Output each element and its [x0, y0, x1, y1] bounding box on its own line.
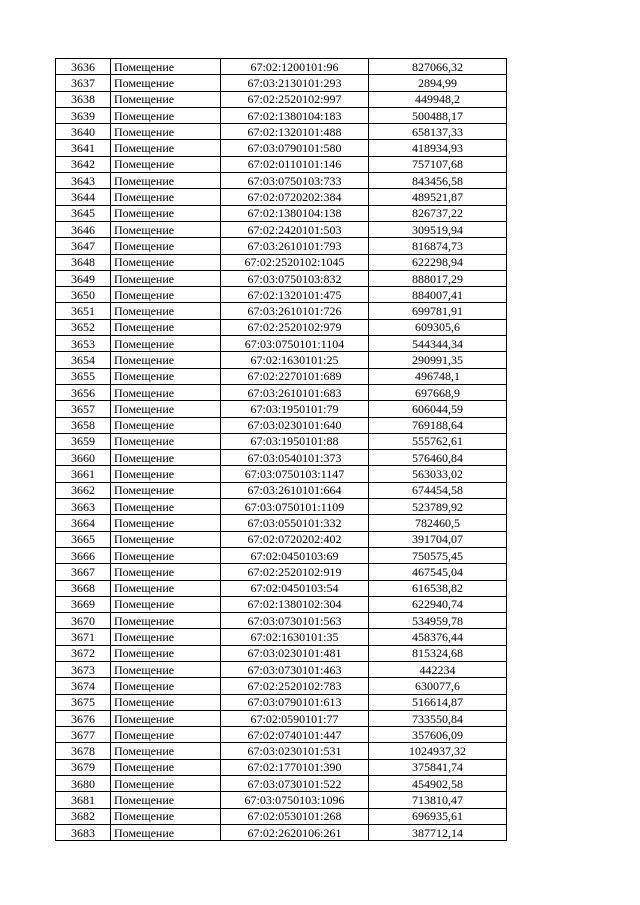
row-number-cell: 3676	[56, 710, 111, 726]
table-row	[56, 91, 507, 107]
row-number-cell: 3675	[56, 694, 111, 710]
object-type-cell: Помещение	[111, 824, 221, 840]
value-cell: 696935,61	[369, 808, 507, 824]
object-type-cell: Помещение	[111, 59, 221, 75]
document-page	[55, 58, 507, 841]
cadastral-number-cell: 67:02:1630101:35	[221, 629, 369, 645]
cadastral-number-cell: 67:02:1630101:25	[221, 352, 369, 368]
value-cell: 782460,5	[369, 515, 507, 531]
object-type-cell: Помещение	[111, 75, 221, 91]
row-number-cell: 3637	[56, 75, 111, 91]
table-row	[56, 596, 507, 612]
value-cell: 516614,87	[369, 694, 507, 710]
cadastral-number-cell: 67:02:1380104:183	[221, 107, 369, 123]
table-row	[56, 743, 507, 759]
value-cell: 500488,17	[369, 107, 507, 123]
table-row	[56, 238, 507, 254]
cadastral-number-cell: 67:02:2420101:503	[221, 221, 369, 237]
value-cell: 699781,91	[369, 303, 507, 319]
table-row	[56, 661, 507, 677]
object-type-cell: Помещение	[111, 156, 221, 172]
value-cell: 826737,22	[369, 205, 507, 221]
table-row	[56, 613, 507, 629]
table-row	[56, 564, 507, 580]
table-row	[56, 515, 507, 531]
table-row	[56, 547, 507, 563]
row-number-cell: 3670	[56, 613, 111, 629]
cadastral-number-cell: 67:03:0550101:332	[221, 515, 369, 531]
table-row	[56, 124, 507, 140]
row-number-cell: 3656	[56, 384, 111, 400]
cadastral-number-cell: 67:03:0790101:613	[221, 694, 369, 710]
row-number-cell: 3673	[56, 661, 111, 677]
cadastral-number-cell: 67:03:0750103:733	[221, 173, 369, 189]
object-type-cell: Помещение	[111, 433, 221, 449]
value-cell: 609305,6	[369, 319, 507, 335]
table-row	[56, 205, 507, 221]
cadastral-number-cell: 67:03:0730101:463	[221, 661, 369, 677]
cadastral-number-cell: 67:02:0530101:268	[221, 808, 369, 824]
value-cell: 449948,2	[369, 91, 507, 107]
table-row	[56, 140, 507, 156]
table-row	[56, 580, 507, 596]
object-type-cell: Помещение	[111, 759, 221, 775]
cadastral-number-cell: 67:03:1950101:79	[221, 401, 369, 417]
object-type-cell: Помещение	[111, 466, 221, 482]
cadastral-number-cell: 67:03:2610101:726	[221, 303, 369, 319]
cadastral-number-cell: 67:03:0750103:1096	[221, 792, 369, 808]
table-row	[56, 499, 507, 515]
value-cell: 757107,68	[369, 156, 507, 172]
value-cell: 467545,04	[369, 564, 507, 580]
value-cell: 290991,35	[369, 352, 507, 368]
row-number-cell: 3659	[56, 433, 111, 449]
cadastral-number-cell: 67:02:2270101:689	[221, 368, 369, 384]
row-number-cell: 3645	[56, 205, 111, 221]
row-number-cell: 3660	[56, 450, 111, 466]
object-type-cell: Помещение	[111, 254, 221, 270]
object-type-cell: Помещение	[111, 515, 221, 531]
value-cell: 827066,32	[369, 59, 507, 75]
row-number-cell: 3663	[56, 499, 111, 515]
value-cell: 418934,93	[369, 140, 507, 156]
value-cell: 442234	[369, 661, 507, 677]
table-row	[56, 824, 507, 840]
cadastral-number-cell: 67:03:0230101:640	[221, 417, 369, 433]
object-type-cell: Помещение	[111, 401, 221, 417]
row-number-cell: 3674	[56, 678, 111, 694]
table-row	[56, 629, 507, 645]
object-type-cell: Помещение	[111, 352, 221, 368]
row-number-cell: 3641	[56, 140, 111, 156]
cadastral-number-cell: 67:02:2520102:919	[221, 564, 369, 580]
table-row	[56, 808, 507, 824]
row-number-cell: 3649	[56, 270, 111, 286]
row-number-cell: 3655	[56, 368, 111, 384]
table-row	[56, 221, 507, 237]
cadastral-number-cell: 67:03:0730101:563	[221, 613, 369, 629]
value-cell: 576460,84	[369, 450, 507, 466]
object-type-cell: Помещение	[111, 776, 221, 792]
object-type-cell: Помещение	[111, 140, 221, 156]
cadastral-number-cell: 67:02:0720202:402	[221, 531, 369, 547]
cadastral-number-cell: 67:03:0540101:373	[221, 450, 369, 466]
table-row	[56, 254, 507, 270]
table-row	[56, 710, 507, 726]
value-cell: 697668,9	[369, 384, 507, 400]
row-number-cell: 3640	[56, 124, 111, 140]
cadastral-number-cell: 67:02:2520102:783	[221, 678, 369, 694]
object-type-cell: Помещение	[111, 205, 221, 221]
row-number-cell: 3668	[56, 580, 111, 596]
cadastral-number-cell: 67:02:0740101:447	[221, 727, 369, 743]
table-row	[56, 417, 507, 433]
object-type-cell: Помещение	[111, 221, 221, 237]
value-cell: 674454,58	[369, 482, 507, 498]
object-type-cell: Помещение	[111, 629, 221, 645]
object-type-cell: Помещение	[111, 91, 221, 107]
object-type-cell: Помещение	[111, 531, 221, 547]
row-number-cell: 3682	[56, 808, 111, 824]
object-type-cell: Помещение	[111, 547, 221, 563]
value-cell: 563033,02	[369, 466, 507, 482]
table-row	[56, 189, 507, 205]
value-cell: 630077,6	[369, 678, 507, 694]
table-row	[56, 368, 507, 384]
value-cell: 815324,68	[369, 645, 507, 661]
row-number-cell: 3654	[56, 352, 111, 368]
cadastral-number-cell: 67:03:1950101:88	[221, 433, 369, 449]
value-cell: 884007,41	[369, 287, 507, 303]
object-type-cell: Помещение	[111, 482, 221, 498]
row-number-cell: 3647	[56, 238, 111, 254]
object-type-cell: Помещение	[111, 613, 221, 629]
cadastral-number-cell: 67:02:0720202:384	[221, 189, 369, 205]
cadastral-number-cell: 67:02:1770101:390	[221, 759, 369, 775]
object-type-cell: Помещение	[111, 450, 221, 466]
table-row	[56, 645, 507, 661]
cadastral-number-cell: 67:03:2130101:293	[221, 75, 369, 91]
row-number-cell: 3636	[56, 59, 111, 75]
row-number-cell: 3650	[56, 287, 111, 303]
value-cell: 733550,84	[369, 710, 507, 726]
value-cell: 713810,47	[369, 792, 507, 808]
table-row	[56, 352, 507, 368]
value-cell: 658137,33	[369, 124, 507, 140]
row-number-cell: 3657	[56, 401, 111, 417]
cadastral-number-cell: 67:02:1200101:96	[221, 59, 369, 75]
row-number-cell: 3681	[56, 792, 111, 808]
object-type-cell: Помещение	[111, 384, 221, 400]
table-row	[56, 75, 507, 91]
row-number-cell: 3662	[56, 482, 111, 498]
row-number-cell: 3648	[56, 254, 111, 270]
object-type-cell: Помещение	[111, 336, 221, 352]
row-number-cell: 3683	[56, 824, 111, 840]
row-number-cell: 3646	[56, 221, 111, 237]
table-row	[56, 776, 507, 792]
row-number-cell: 3658	[56, 417, 111, 433]
value-cell: 391704,07	[369, 531, 507, 547]
object-type-cell: Помещение	[111, 792, 221, 808]
cadastral-number-cell: 67:02:1320101:475	[221, 287, 369, 303]
object-type-cell: Помещение	[111, 710, 221, 726]
object-type-cell: Помещение	[111, 499, 221, 515]
row-number-cell: 3664	[56, 515, 111, 531]
value-cell: 387712,14	[369, 824, 507, 840]
table-row	[56, 156, 507, 172]
row-number-cell: 3642	[56, 156, 111, 172]
table-row	[56, 336, 507, 352]
table-row	[56, 678, 507, 694]
row-number-cell: 3679	[56, 759, 111, 775]
row-number-cell: 3666	[56, 547, 111, 563]
value-cell: 843456,58	[369, 173, 507, 189]
table-body	[56, 59, 507, 841]
row-number-cell: 3677	[56, 727, 111, 743]
cadastral-number-cell: 67:02:1380104:138	[221, 205, 369, 221]
table-row	[56, 759, 507, 775]
object-type-cell: Помещение	[111, 124, 221, 140]
value-cell: 622940,74	[369, 596, 507, 612]
value-cell: 496748,1	[369, 368, 507, 384]
value-cell: 750575,45	[369, 547, 507, 563]
object-type-cell: Помещение	[111, 417, 221, 433]
value-cell: 458376,44	[369, 629, 507, 645]
cadastral-number-cell: 67:03:0750103:1147	[221, 466, 369, 482]
row-number-cell: 3667	[56, 564, 111, 580]
cadastral-number-cell: 67:02:0110101:146	[221, 156, 369, 172]
table-row	[56, 107, 507, 123]
table-row	[56, 531, 507, 547]
object-type-cell: Помещение	[111, 368, 221, 384]
object-type-cell: Помещение	[111, 173, 221, 189]
cadastral-number-cell: 67:03:2610101:664	[221, 482, 369, 498]
cadastral-number-cell: 67:02:0450103:69	[221, 547, 369, 563]
object-type-cell: Помещение	[111, 189, 221, 205]
cadastral-number-cell: 67:03:0750103:832	[221, 270, 369, 286]
cadastral-number-cell: 67:03:0750101:1104	[221, 336, 369, 352]
object-type-cell: Помещение	[111, 596, 221, 612]
row-number-cell: 3671	[56, 629, 111, 645]
object-type-cell: Помещение	[111, 808, 221, 824]
cadastral-number-cell: 67:03:0750101:1109	[221, 499, 369, 515]
object-type-cell: Помещение	[111, 727, 221, 743]
table-row	[56, 319, 507, 335]
object-type-cell: Помещение	[111, 694, 221, 710]
cadastral-number-cell: 67:02:2520102:997	[221, 91, 369, 107]
value-cell: 375841,74	[369, 759, 507, 775]
value-cell: 523789,92	[369, 499, 507, 515]
value-cell: 888017,29	[369, 270, 507, 286]
row-number-cell: 3639	[56, 107, 111, 123]
table-row	[56, 727, 507, 743]
row-number-cell: 3680	[56, 776, 111, 792]
value-cell: 616538,82	[369, 580, 507, 596]
object-type-cell: Помещение	[111, 564, 221, 580]
value-cell: 534959,78	[369, 613, 507, 629]
cadastral-number-cell: 67:02:0590101:77	[221, 710, 369, 726]
value-cell: 1024937,32	[369, 743, 507, 759]
table-row	[56, 792, 507, 808]
cadastral-number-cell: 67:03:0730101:522	[221, 776, 369, 792]
value-cell: 555762,61	[369, 433, 507, 449]
value-cell: 544344,34	[369, 336, 507, 352]
row-number-cell: 3672	[56, 645, 111, 661]
object-type-cell: Помещение	[111, 107, 221, 123]
table-row	[56, 173, 507, 189]
row-number-cell: 3638	[56, 91, 111, 107]
cadastral-number-cell: 67:02:2520102:1045	[221, 254, 369, 270]
object-type-cell: Помещение	[111, 580, 221, 596]
cadastral-number-cell: 67:03:0790101:580	[221, 140, 369, 156]
object-type-cell: Помещение	[111, 319, 221, 335]
table-row	[56, 450, 507, 466]
row-number-cell: 3653	[56, 336, 111, 352]
object-type-cell: Помещение	[111, 303, 221, 319]
object-type-cell: Помещение	[111, 270, 221, 286]
table-row	[56, 401, 507, 417]
value-cell: 454902,58	[369, 776, 507, 792]
cadastral-number-cell: 67:03:0230101:531	[221, 743, 369, 759]
table-row	[56, 270, 507, 286]
table-row	[56, 287, 507, 303]
table-row	[56, 384, 507, 400]
object-type-cell: Помещение	[111, 287, 221, 303]
value-cell: 622298,94	[369, 254, 507, 270]
table-row	[56, 433, 507, 449]
cadastral-number-cell: 67:02:1380102:304	[221, 596, 369, 612]
row-number-cell: 3652	[56, 319, 111, 335]
table-row	[56, 694, 507, 710]
object-type-cell: Помещение	[111, 743, 221, 759]
cadastral-number-cell: 67:03:2610101:793	[221, 238, 369, 254]
object-type-cell: Помещение	[111, 678, 221, 694]
value-cell: 606044,59	[369, 401, 507, 417]
row-number-cell: 3644	[56, 189, 111, 205]
row-number-cell: 3669	[56, 596, 111, 612]
value-cell: 357606,09	[369, 727, 507, 743]
row-number-cell: 3643	[56, 173, 111, 189]
table-row	[56, 482, 507, 498]
value-cell: 2894,99	[369, 75, 507, 91]
table-row	[56, 466, 507, 482]
table-row	[56, 303, 507, 319]
value-cell: 816874,73	[369, 238, 507, 254]
row-number-cell: 3678	[56, 743, 111, 759]
row-number-cell: 3661	[56, 466, 111, 482]
row-number-cell: 3665	[56, 531, 111, 547]
row-number-cell: 3651	[56, 303, 111, 319]
table-row	[56, 59, 507, 75]
object-type-cell: Помещение	[111, 238, 221, 254]
cadastral-number-cell: 67:03:0230101:481	[221, 645, 369, 661]
cadastral-number-cell: 67:03:2610101:683	[221, 384, 369, 400]
object-type-cell: Помещение	[111, 661, 221, 677]
cadastral-number-cell: 67:02:1320101:488	[221, 124, 369, 140]
cadastral-number-cell: 67:02:2620106:261	[221, 824, 369, 840]
cadastral-number-cell: 67:02:0450103:54	[221, 580, 369, 596]
value-cell: 769188,64	[369, 417, 507, 433]
cadastral-number-cell: 67:02:2520102:979	[221, 319, 369, 335]
value-cell: 489521,87	[369, 189, 507, 205]
property-table	[55, 58, 507, 841]
value-cell: 309519,94	[369, 221, 507, 237]
object-type-cell: Помещение	[111, 645, 221, 661]
